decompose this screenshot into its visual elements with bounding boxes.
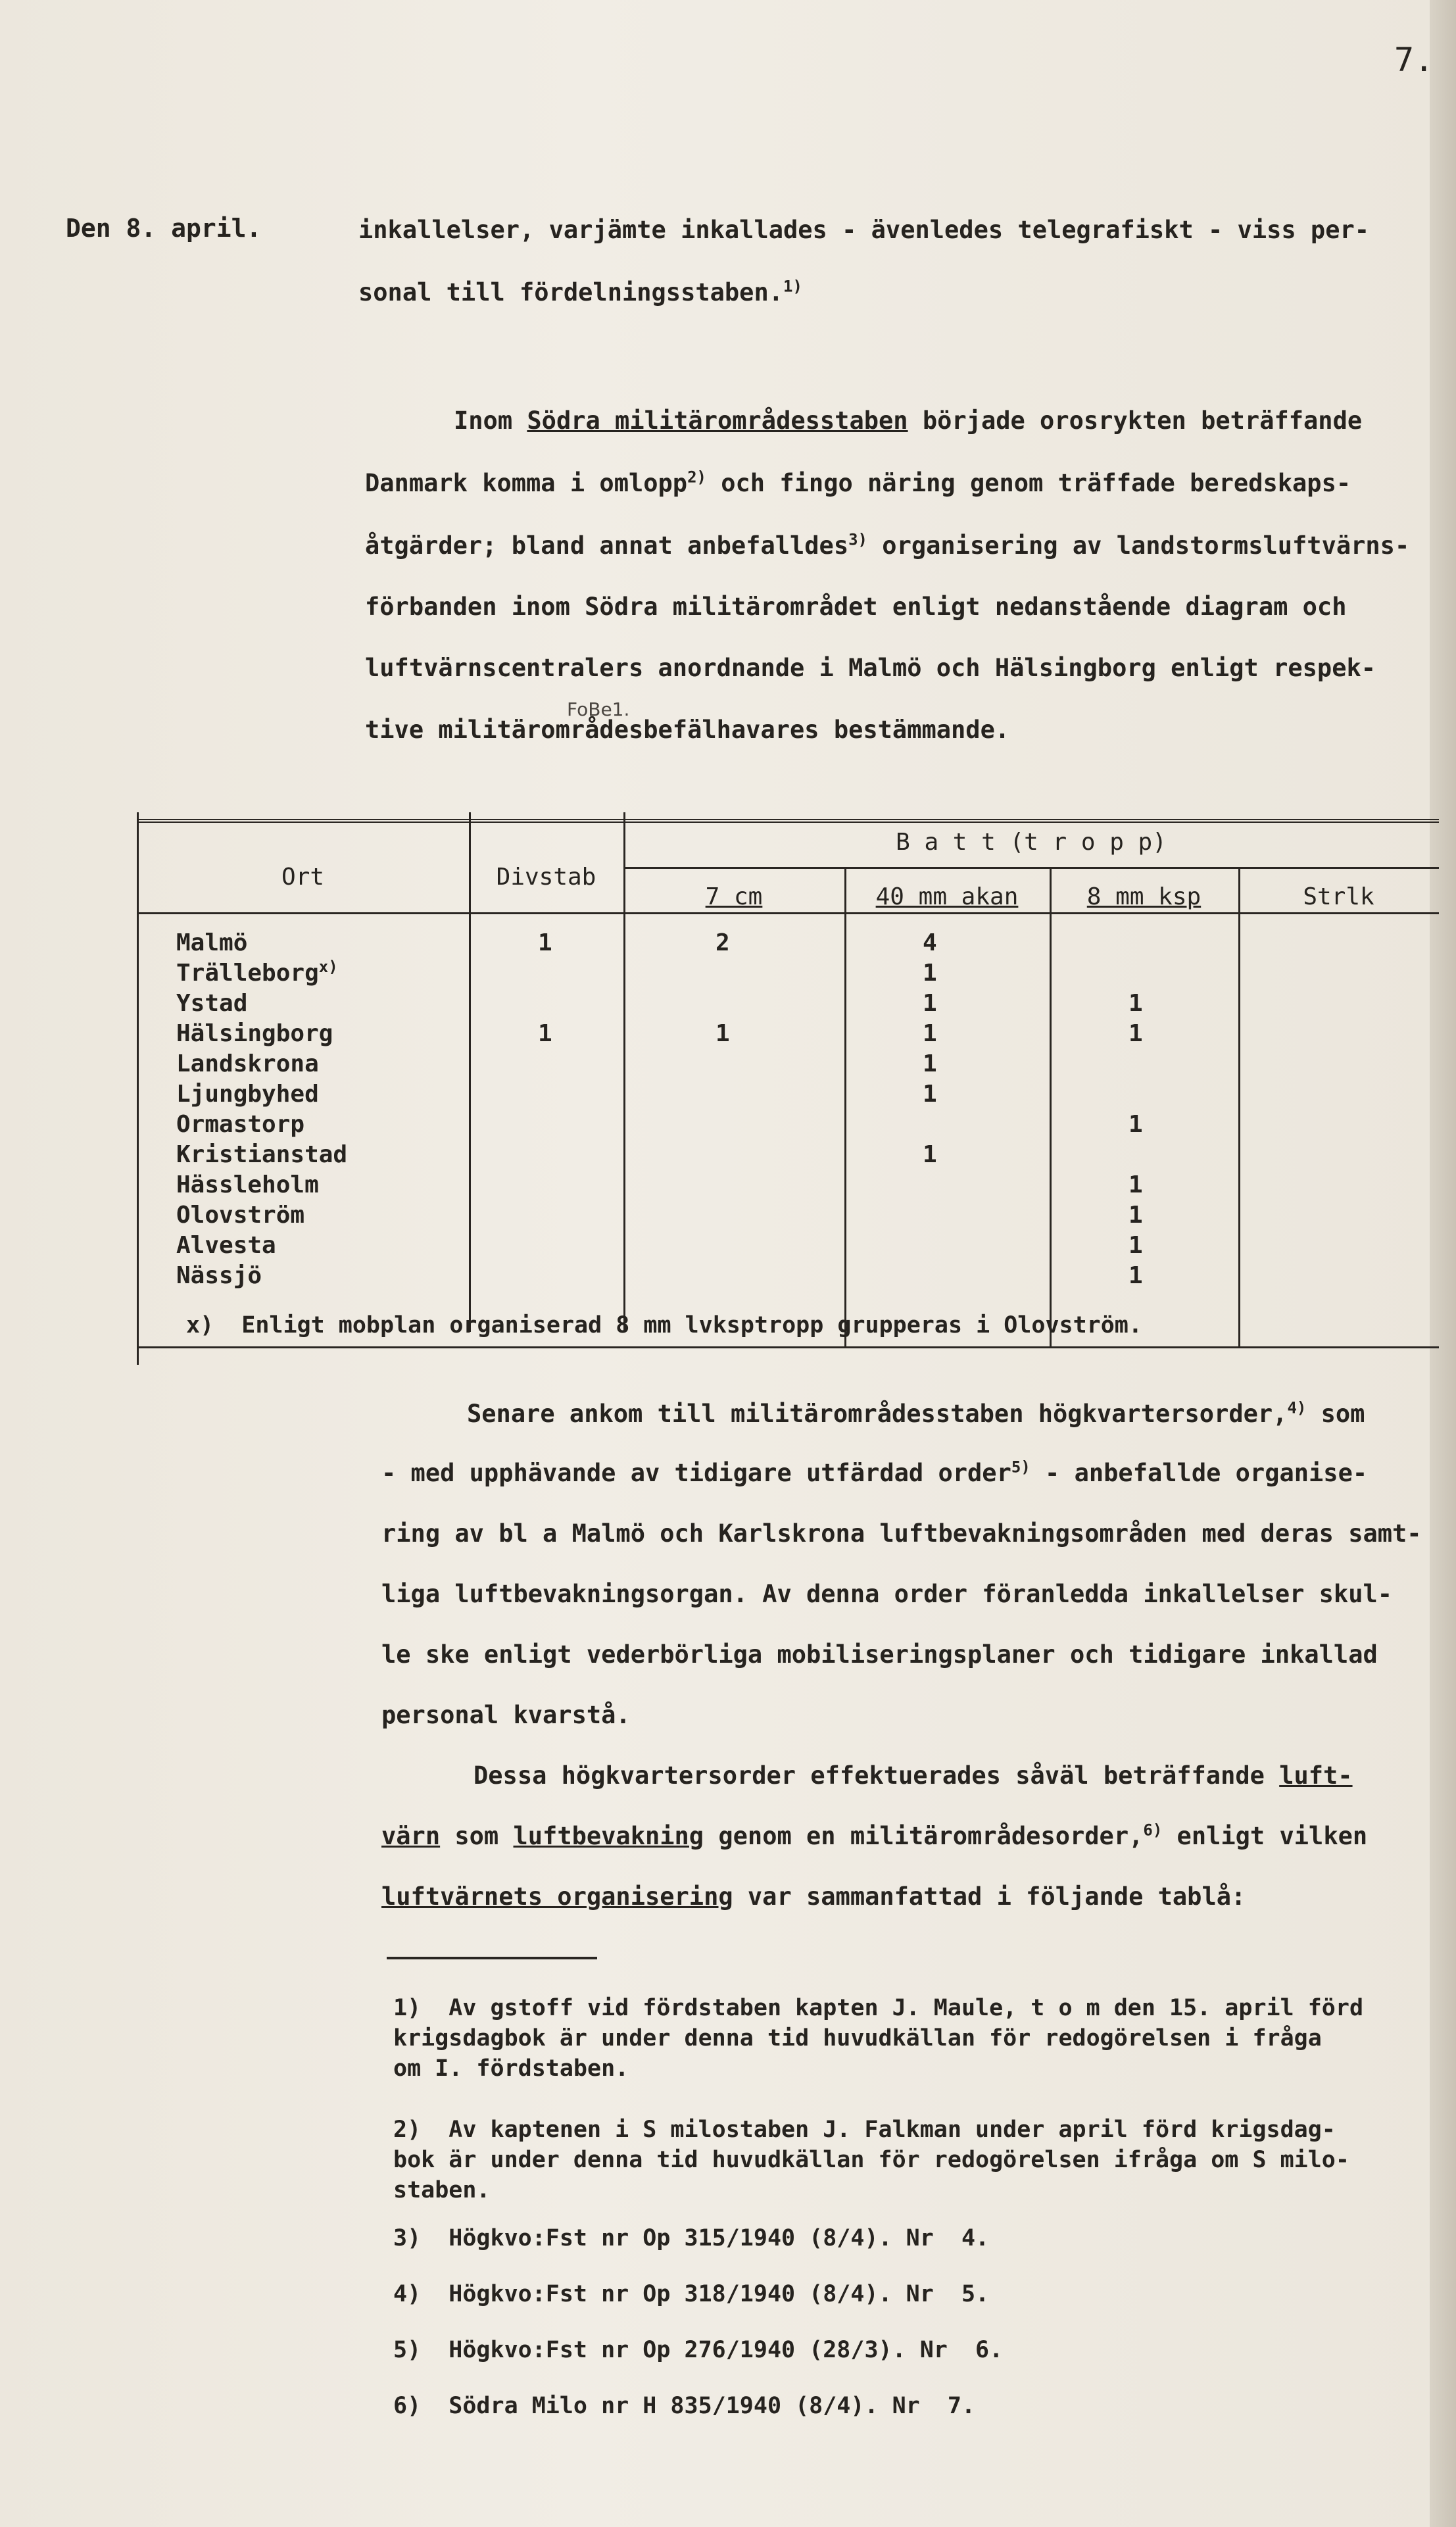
column-header-40mm-akan: 40 mm akan [875, 883, 1019, 910]
cell-8mm-ksp: 1 [1128, 1020, 1143, 1047]
place-name: Nässjö [176, 1262, 262, 1289]
row-place [176, 1171, 319, 1198]
column-header-8mm-ksp: 8 mm ksp [1086, 883, 1201, 910]
row-place [176, 1202, 304, 1229]
table-bottom-rule [137, 1346, 1439, 1348]
column-header-strlk: Strlk [1303, 883, 1374, 910]
column-group-header: B a t t (t r o p p) [896, 829, 1167, 856]
table-divider [1050, 867, 1052, 1347]
place-name: Ystad [176, 990, 248, 1017]
column-header-divstab: Divstab [496, 864, 596, 891]
cell-8mm-ksp: 1 [1128, 1262, 1143, 1289]
place-name: Ormastorp [176, 1111, 305, 1138]
place-name: Landskrona [176, 1050, 319, 1077]
table-divider [1238, 867, 1240, 1347]
footnote-1: 1) Av gstoff vid fördstaben kapten J. Maule, t o m den 15. april förd krigsdagbok är under denna tid huvudkällan för redogörelsen i fråga om I. fördstaben. [393, 1995, 1364, 2082]
paragraph-2-line-3: åtgärder; bland annat anbefalldes$^{3)}$ organisering av landstormsluftvärns- [365, 530, 1410, 560]
cell-40mm-akan: 1 [923, 1020, 937, 1047]
row-place [176, 1141, 347, 1168]
table-border-left [137, 812, 139, 1365]
cell-8mm-ksp: 1 [1128, 1171, 1143, 1198]
battery-table [137, 812, 1439, 1371]
place-name: Hässleholm [176, 1171, 319, 1198]
row-place [176, 1081, 319, 1108]
cell-40mm-akan: 1 [923, 1141, 937, 1168]
cell-7cm: 2 [716, 929, 730, 956]
cell-40mm-akan: 1 [923, 960, 937, 987]
table-footnote: x) Enligt mobplan organiserad 8 mm lvksptropp grupperas i Olovström. [186, 1312, 1142, 1338]
table-group-rule [623, 867, 1439, 869]
paragraph-3-line-6: personal kvarstå. [381, 1701, 631, 1729]
row-place [176, 1050, 319, 1077]
paragraph-3-line-4: liga luftbevakningsorgan. Av denna order föranledda inkallelser skul- [381, 1580, 1393, 1608]
footnote-4: 4) Högkvo:Fst nr Op 318/1940 (8/4). Nr 5. [393, 2281, 990, 2307]
place-name: Ljungbyhed [176, 1081, 319, 1108]
margin-date: Den 8. april. [66, 214, 262, 243]
cell-divstab: 1 [538, 1020, 552, 1047]
row-place [176, 1262, 262, 1289]
cell-40mm-akan: 1 [923, 1081, 937, 1108]
footnote-2: 2) Av kaptenen i S milostaben J. Falkman under april förd krigsdag- bok är under denna tid huvudkällan för redogörelsen ifråga om S milo- staben. [393, 2117, 1349, 2203]
paragraph-2-line-6: tive militärområdesbefälhavares bestämmande. [365, 716, 1010, 744]
cell-divstab: 1 [538, 929, 552, 956]
place-name: Alvesta [176, 1232, 276, 1259]
place-name: Trälleborg [176, 960, 319, 987]
row-place [176, 1232, 276, 1259]
paragraph-2-line-2: Danmark komma i omlopp$^{2)}$ och fingo näring genom träffade beredskaps- [365, 468, 1351, 497]
cell-8mm-ksp: 1 [1128, 990, 1143, 1017]
column-header-7cm: 7 cm [705, 883, 763, 910]
table-header-rule [137, 912, 1439, 914]
paragraph-3-line-2: - med upphävande av tidigare utfärdad order$^{5)}$ - anbefallde organise- [381, 1458, 1368, 1487]
paragraph-1-line-2: sonal till fördelningsstaben.$^{1)}$ [358, 277, 802, 307]
paragraph-3-line-5: le ske enligt vederbörliga mobiliseringsplaner och tidigare inkallad [381, 1640, 1378, 1669]
paragraph-2-line-4: förbanden inom Södra militärområdet enligt nedanstående diagram och [365, 593, 1347, 621]
table-divider [844, 867, 846, 1347]
cell-40mm-akan: 4 [923, 929, 937, 956]
place-note: x) [318, 958, 338, 976]
cell-8mm-ksp: 1 [1128, 1232, 1143, 1259]
row-place [176, 1020, 333, 1047]
page-number: 7. [1394, 41, 1434, 79]
row-place [176, 960, 338, 987]
footnote-separator [387, 1957, 597, 1959]
paragraph-1-line-1: inkallelser, varjämte inkallades - ävenledes telegrafiskt - viss per- [358, 216, 1370, 244]
row-place [176, 929, 247, 956]
place-name: Malmö [176, 929, 248, 956]
cell-7cm: 1 [716, 1020, 730, 1047]
paragraph-4-line-1: Dessa högkvartersorder effektuerades såväl beträffande luft- [473, 1761, 1353, 1790]
handwritten-note: FoBe1. [567, 699, 630, 720]
row-place [176, 1111, 304, 1138]
place-name: Hälsingborg [176, 1020, 333, 1047]
footnote-3: 3) Högkvo:Fst nr Op 315/1940 (8/4). Nr 4. [393, 2225, 990, 2251]
footnote-6: 6) Södra Milo nr H 835/1940 (8/4). Nr 7. [393, 2393, 976, 2419]
cell-8mm-ksp: 1 [1128, 1202, 1143, 1229]
table-top-rule [137, 819, 1439, 823]
cell-8mm-ksp: 1 [1128, 1111, 1143, 1138]
paragraph-4-line-3: luftvärnets organisering var sammanfattad i följande tablå: [381, 1882, 1246, 1911]
footnote-5: 5) Högkvo:Fst nr Op 276/1940 (28/3). Nr 6. [393, 2337, 1004, 2363]
place-name: Olovström [176, 1202, 305, 1229]
paragraph-3-line-1: Senare ankom till militärområdesstaben högkvartersorder,$^{4)}$ som [467, 1398, 1365, 1428]
paragraph-2-line-5: luftvärnscentralers anordnande i Malmö och Hälsingborg enligt respek- [365, 654, 1376, 682]
column-header-ort: Ort [281, 864, 325, 891]
row-place [176, 990, 247, 1017]
paragraph-4-line-2: värn som luftbevakning genom en militärområdesorder,$^{6)}$ enligt vilken [381, 1821, 1368, 1850]
place-name: Kristianstad [176, 1141, 348, 1168]
cell-40mm-akan: 1 [923, 1050, 937, 1077]
cell-40mm-akan: 1 [923, 990, 937, 1017]
paragraph-2-line-1: Inom Södra militärområdesstaben började orosrykten beträffande [454, 406, 1363, 435]
paragraph-3-line-3: ring av bl a Malmö och Karlskrona luftbevakningsområden med deras samt- [381, 1519, 1422, 1548]
